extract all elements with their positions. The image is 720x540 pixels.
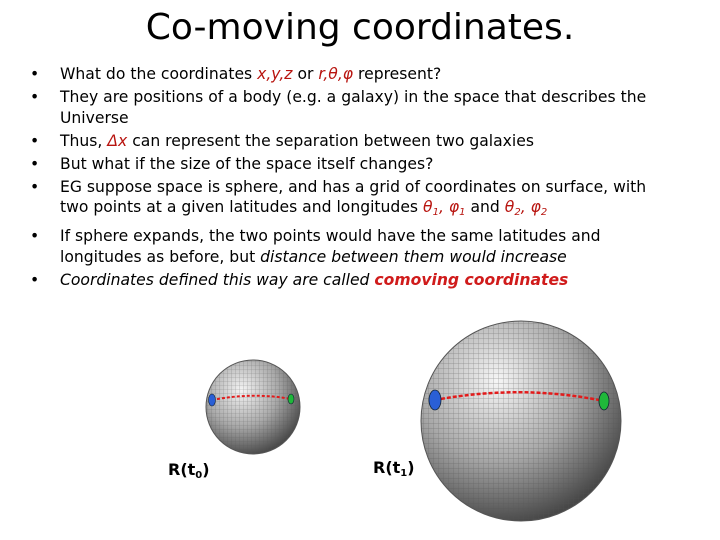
bullet-dot: •: [30, 65, 40, 83]
small-sphere-label: $R(t_0)$: [168, 460, 210, 481]
bullet-item: • If sphere expands, the two points would have the same latitudes and longitudes as before, but distance between them would increase: [30, 227, 601, 266]
small-sphere: [203, 357, 303, 457]
bullet-item: • Thus, Δx can represent the separation between two galaxies: [30, 131, 534, 150]
bullet-item: • What do the coordinates x,y,z or r,θ,φ represent?: [30, 65, 442, 83]
slide-title: Co-moving coordinates.: [145, 7, 575, 48]
bullet-item: • But what if the size of the space itself changes?: [30, 154, 434, 173]
bullet-dot: •: [30, 177, 40, 196]
point-right-marker: [288, 394, 294, 404]
bullet-dot: •: [30, 227, 40, 245]
large-sphere: [418, 318, 624, 524]
bullet-item: • Coordinates defined this way are called comoving coordinates: [30, 270, 569, 289]
point-right-marker: [599, 392, 609, 410]
bullet-dot: •: [30, 270, 40, 289]
bullet-dot: •: [30, 131, 40, 150]
bullet-item: • They are positions of a body (e.g. a galaxy) in the space that describes the Universe: [30, 88, 647, 127]
bullet-list: [30, 64, 670, 293]
large-sphere-label: $R(t_1)$: [373, 458, 415, 479]
bullet-dot: •: [30, 88, 40, 106]
point-left-marker: [209, 394, 216, 406]
bullet-item: • EG suppose space is sphere, and has a grid of coordinates on surface, with two points at a given latitudes and longitudes $\theta_1$, $\varphi_1$ and $\theta_2$, $\varphi_2$: [30, 177, 647, 218]
bullet-dot: •: [30, 154, 40, 173]
point-left-marker: [429, 390, 441, 410]
